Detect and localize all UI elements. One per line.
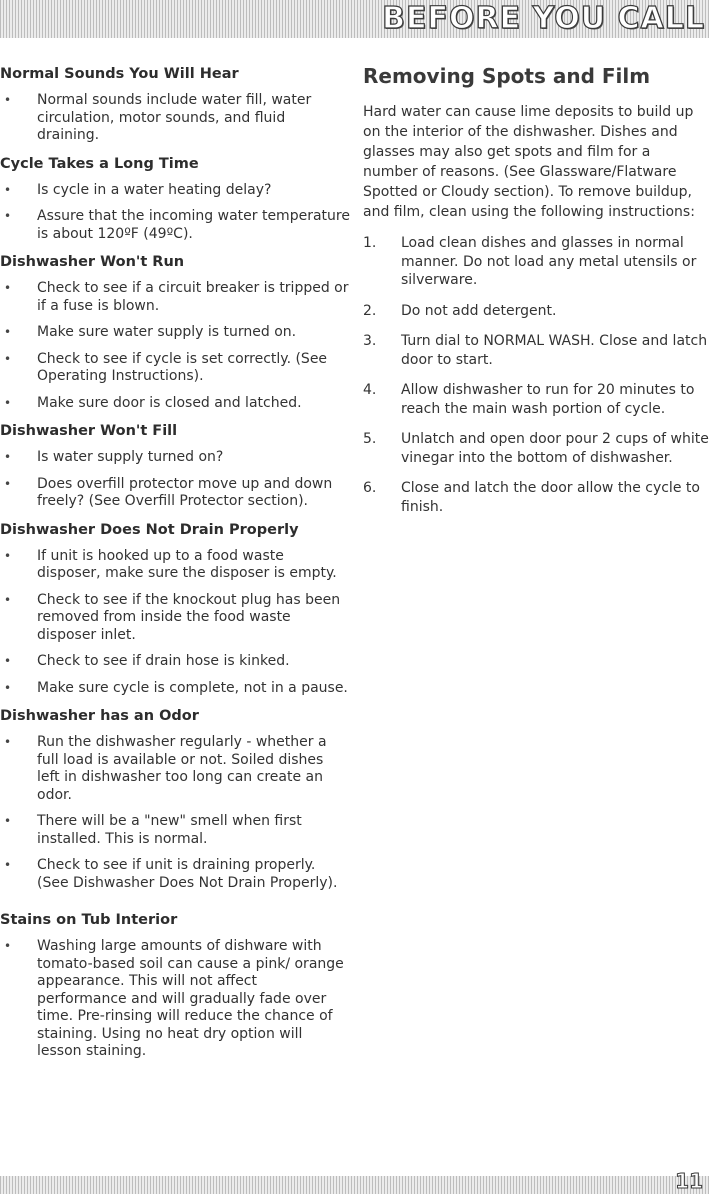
section-long-cycle [0, 154, 350, 244]
step-number: 2. [363, 302, 377, 319]
list-item: • Normal sounds include water fill, water circulation, motor sounds, and fluid draining. [0, 92, 350, 145]
section-wont-run [0, 252, 350, 412]
step-number: 3. [363, 333, 377, 349]
section-odor [0, 706, 350, 892]
list-item: • Is water supply turned on? [0, 449, 350, 467]
step-item [363, 302, 709, 321]
section-normal-sounds [0, 64, 350, 145]
list-item: • There will be a "new" smell when first installed. This is normal. [0, 813, 350, 848]
section-heading: Normal Sounds You Will Hear [0, 66, 239, 82]
section-heading: Dishwasher Does Not Drain Properly [0, 521, 299, 538]
footer-bar [0, 1176, 709, 1194]
step-number: 4. [363, 382, 377, 398]
step-item [363, 332, 709, 369]
step-text: Load clean dishes and glasses in normal manner. Do not load any metal utensils or silverware. [401, 235, 697, 288]
list-item: • If unit is hooked up to a food waste disposer, make sure the disposer is empty. [0, 548, 350, 583]
step-number: 5. [363, 431, 377, 447]
list-item: • Make sure door is closed and latched. [0, 395, 350, 413]
section-wont-fill [0, 421, 350, 511]
intro-paragraph: Hard water can cause lime deposits to build up on the interior of the dishwasher. Dishes and glasses may also get spots and film for a number of reasons. (See Glassware/Flatware Spotted or Cloudy section). To remove buildup, and film, clean using the following instructions: [363, 104, 695, 220]
section-stains [0, 910, 350, 1061]
list-item: • Run the dishwasher regularly - whether a full load is available or not. Soiled dishes left in dishwasher too long can create an odor. [0, 734, 350, 804]
section-heading: Dishwasher Won't Run [0, 254, 185, 270]
list-item: • Is cycle in a water heating delay? [0, 182, 350, 200]
section-wont-drain [0, 520, 350, 698]
list-item: • Check to see if cycle is set correctly. (See Operating Instructions). [0, 351, 350, 386]
list-item: • Check to see if drain hose is kinked. [0, 653, 350, 671]
list-item: • Assure that the incoming water temperature is about 120ºF (49ºC). [0, 208, 350, 243]
steps-list [363, 234, 709, 516]
section-heading-spots-film: Removing Spots and Film [363, 64, 651, 88]
step-item [363, 430, 709, 467]
right-column [363, 64, 709, 528]
list-item: • Check to see if the knockout plug has been removed from inside the food waste disposer inlet. [0, 592, 350, 645]
list-item: • Check to see if unit is draining properly. (See Dishwasher Does Not Drain Properly). [0, 857, 350, 892]
section-heading: Dishwasher Won't Fill [0, 423, 178, 439]
section-heading: Stains on Tub Interior [0, 912, 178, 928]
step-number: 1. [363, 235, 377, 251]
step-item [363, 381, 709, 418]
list-item: • Washing large amounts of dishware with tomato-based soil can cause a pink/ orange appearance. This will not affect performance and will gradually fade over time. Pre-rinsing will reduce the chance of staining. Using no heat dry option will lesson staining. [0, 938, 350, 1061]
step-number: 6. [363, 480, 377, 496]
step-text: Turn dial to NORMAL WASH. Close and latch door to start. [401, 333, 708, 368]
step-item [363, 479, 709, 516]
page-title: BEFORE YOU CALL [382, 1, 705, 36]
list-item: • Make sure cycle is complete, not in a pause. [0, 680, 350, 698]
list-item: • Does overfill protector move up and down freely? (See Overfill Protector section). [0, 476, 350, 511]
step-item [363, 234, 709, 290]
step-text: Close and latch the door allow the cycle to finish. [401, 480, 700, 515]
step-text: Unlatch and open door pour 2 cups of white vinegar into the bottom of dishwasher. [401, 431, 709, 466]
step-text: Allow dishwasher to run for 20 minutes to reach the main wash portion of cycle. [401, 382, 695, 417]
list-item: • Check to see if a circuit breaker is tripped or if a fuse is blown. [0, 280, 350, 315]
list-item: • Make sure water supply is turned on. [0, 324, 350, 342]
step-text: Do not add detergent. [401, 302, 557, 319]
section-heading: Dishwasher has an Odor [0, 708, 199, 724]
header-bar [0, 0, 709, 38]
left-column [0, 64, 350, 1070]
page-number: 11 [675, 1169, 703, 1193]
section-heading: Cycle Takes a Long Time [0, 155, 199, 172]
